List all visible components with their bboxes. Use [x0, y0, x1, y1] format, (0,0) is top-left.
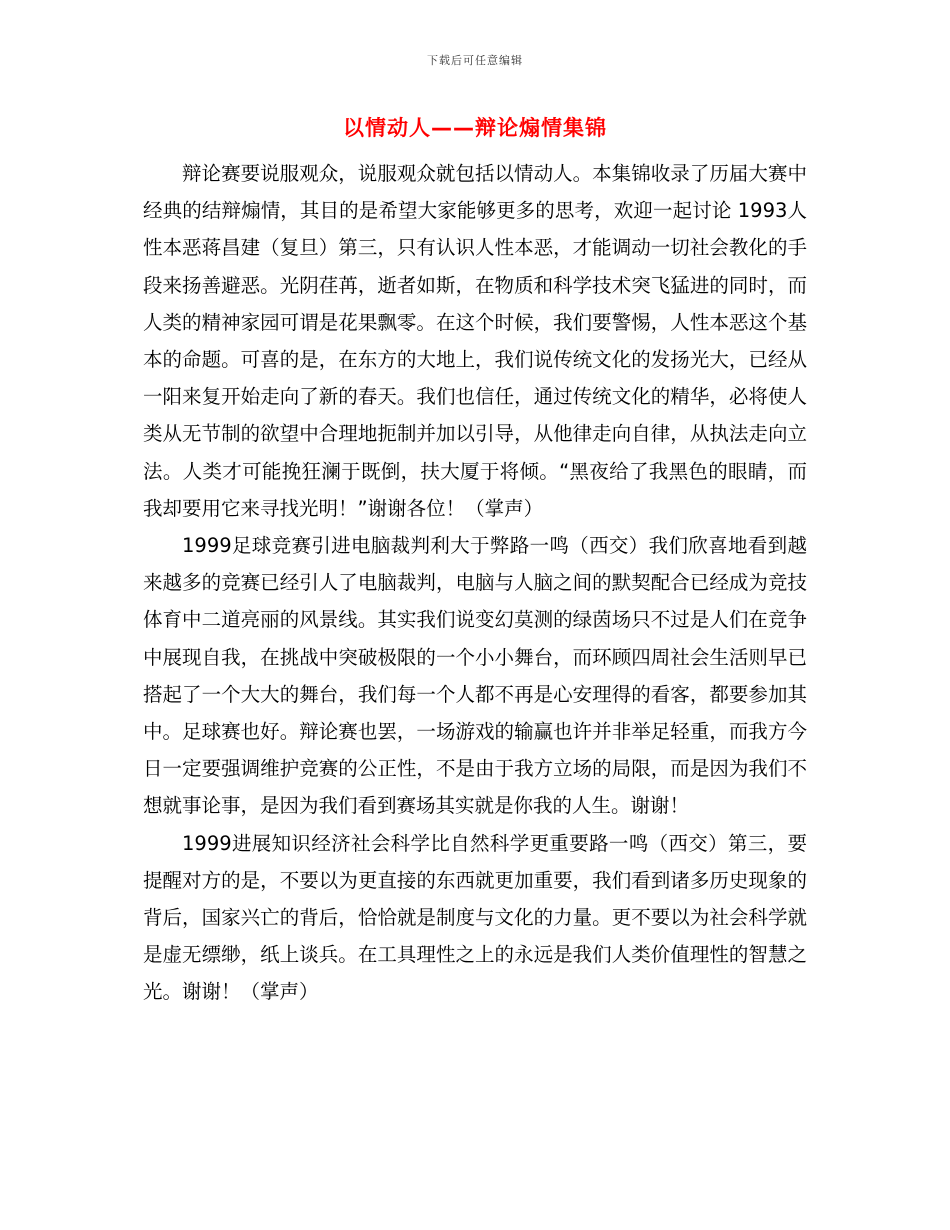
document-body [143, 155, 807, 1011]
body-paragraph-3: 1999进展知识经济社会科学比自然科学更重要路一鸣（西交）第三，要提醒对方的是，不要以为更直接的东西就更加重要，我们看到诸多历史现象的背后，国家兴亡的背后，恰恰就是制度与文化的力量。更不要以为社会科学就是虚无缥缈，纸上谈兵。在工具理性之上的永远是我们人类价值理性的智慧之光。谢谢！（掌声） [143, 831, 807, 1004]
running-header: 下载后可任意编辑 [427, 54, 523, 67]
body-paragraph-1: 辩论赛要说服观众，说服观众就包括以情动人。本集锦收录了历届大赛中经典的结辩煽情，其目的是希望大家能够更多的思考，欢迎一起讨论 1993人性本恶蒋昌建（复旦）第三，只有认识人性本恶，才能调动一切社会教化的手段来扬善避恶。光阴荏苒，逝者如斯，在物质和科学技术突飞猛进的同时，而人类的精神家园可谓是花果飘零。在这个时候，我们要警惕，人性本恶这个基本的命题。可喜的是，在东方的大地上，我们说传统文化的发扬光大，已经从一阳来复开始走向了新的春天。我们也信任，通过传统文化的精华，必将使人类从无节制的欲望中合理地扼制并加以引导，从他律走向自律，从执法走向立法。人类才可能挽狂澜于既倒，扶大厦于将倾。“黑夜给了我黑色的眼睛，而我却要用它来寻找光明！”谢谢各位！（掌声） [143, 162, 807, 520]
body-paragraph-2: 1999足球竞赛引进电脑裁判利大于弊路一鸣（西交）我们欣喜地看到越来越多的竞赛已经引人了电脑裁判，电脑与人脑之间的默契配合已经成为竞技体育中二道亮丽的风景线。其实我们说变幻莫测的绿茵场只不过是人们在竞争中展现自我，在挑战中突破极限的一个小小舞台，而环顾四周社会生活则早已搭起了一个大大的舞台，我们每一个人都不再是心安理得的看客，都要参加其中。足球赛也好。辩论赛也罢，一场游戏的输赢也许并非举足轻重，而我方今日一定要强调维护竞赛的公正性，不是由于我方立场的局限，而是因为我们不想就事论事，是因为我们看到赛场其实就是你我的人生。谢谢！ [143, 534, 807, 818]
document-title: 以情动人——辩论煽情集锦 [343, 116, 607, 140]
